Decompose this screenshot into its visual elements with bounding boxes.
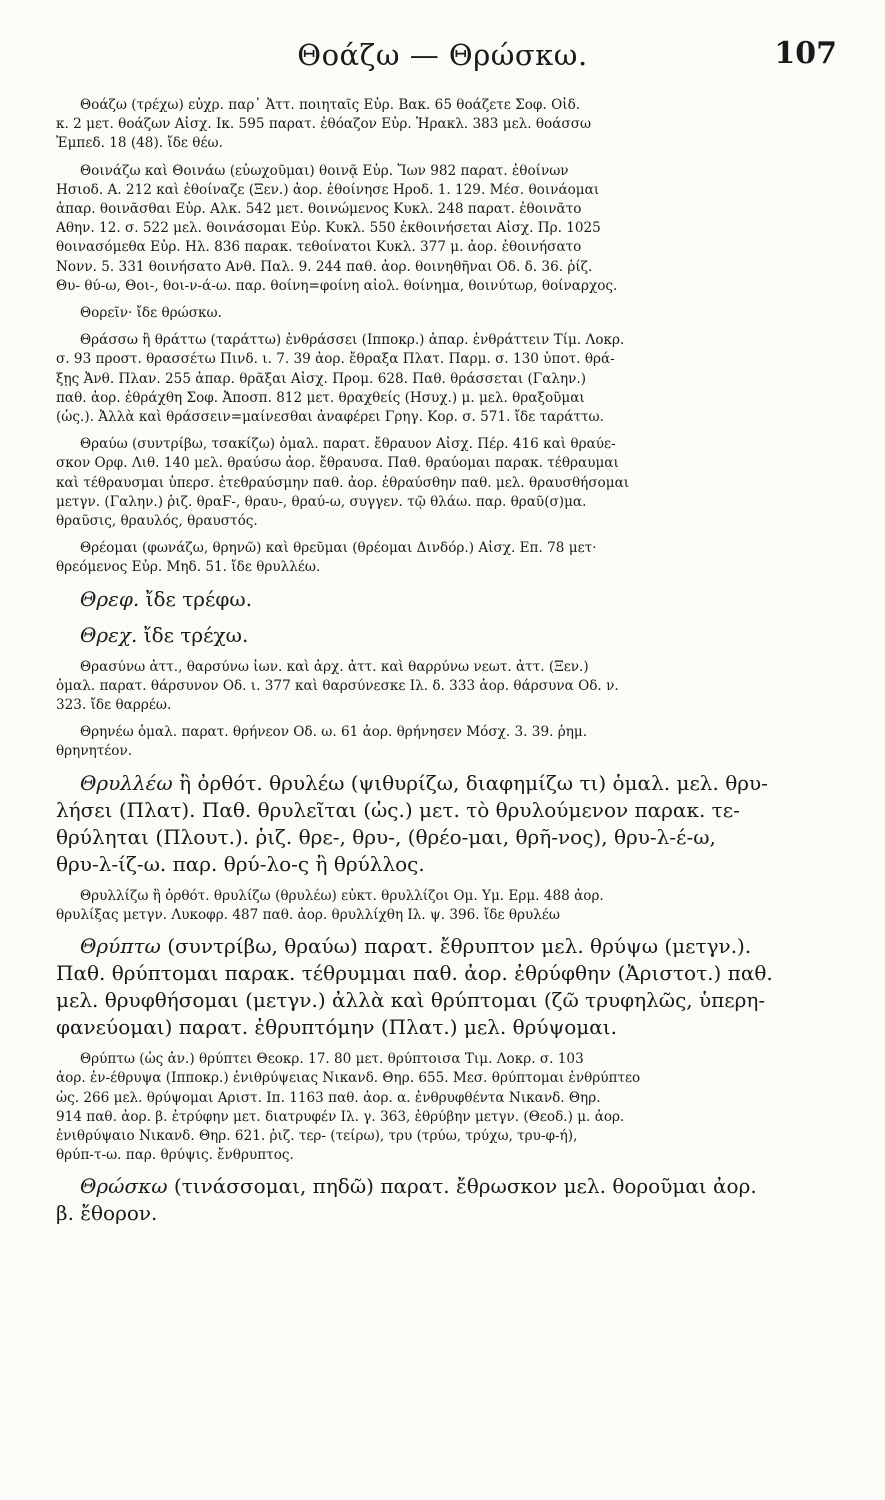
entry-line: Θοινάζω καὶ Θοινάω (εὐωχοῦμαι) θοινᾷ Εὐρ. Ἴων 982 παρατ. ἐθοίνων [80, 162, 569, 179]
dictionary-entry-thorein [56, 304, 874, 323]
dictionary-entry-thoazo [56, 96, 874, 154]
entry-line: λήσει (Πλατ). Παθ. θρυλεῖται (ὡς.) μετ. τὸ θρυλούμενον παρακ. τε- [56, 797, 740, 822]
entry-line: Ἐμπεδ. 18 (48). ἴδε θέω. [56, 135, 223, 152]
dictionary-entry-thrasyno [56, 658, 874, 716]
entry-line: Θρυλλίζω ἢ ὀρθότ. θρυλίζω (θρυλέω) εὐκτ. θρυλλίζοι Ομ. Υμ. Ερμ. 488 ἀορ. [80, 887, 604, 904]
entry-line: Θρύπτω (συντρίβω, θραύω) παρατ. ἔθρυπτον μελ. θρύψω (μετγν.). [80, 934, 752, 959]
entry-line: Θορεῖν· ἴδε θρώσκω. [80, 305, 222, 322]
page-number: 107 [774, 36, 837, 71]
dictionary-entry-threomai [56, 539, 874, 577]
entry-line: Παθ. θρύπτομαι παρακ. τέθρυμμαι παθ. ἀορ. ἐθρύφθην (Ἀριστοτ.) παθ. [56, 961, 773, 986]
entries-column [56, 96, 874, 1236]
entry-line: ὡς. 266 μελ. θρύψομαι Αριστ. Ιπ. 1163 παθ. ἀορ. α. ἐνθρυφθέντα Νικανδ. Θηρ. [56, 1089, 601, 1106]
entry-line: Θρυλλέω ἢ ὀρθότ. θρυλέω (ψιθυρίζω, διαφημίζω τι) ὁμαλ. μελ. θρυ- [80, 770, 768, 795]
entry-line: θραῦσις, θραυλός, θραυστός. [56, 513, 258, 530]
dictionary-entry-threneo [56, 723, 874, 761]
entry-line: ἀπαρ. θοινᾶσθαι Εὐρ. Αλκ. 542 μετ. θοινώμενος Κυκλ. 248 παρατ. ἐθοινᾶτο [56, 201, 582, 218]
entry-line: Θράσσω ἢ θράττω (ταράττω) ἐνθράσσει (Ιπποκρ.) ἀπαρ. ἐνθράττειν Τίμ. Λοκρ. [80, 332, 625, 349]
entry-line: Θρασύνω ἀττ., θαρσύνω ἰων. καὶ ἀρχ. ἀττ. καὶ θαρρύνω νεωτ. ἀττ. (Ξεν.) [80, 658, 589, 675]
entry-line: 914 παθ. ἀορ. β. ἐτρύφην μετ. διατρυφέν Ιλ. γ. 363, ἐθρύβην μετγν. (Θεοδ.) μ. ἀορ. [56, 1108, 625, 1125]
entry-line: Θρεφ. ἴδε τρέφω. [80, 586, 253, 611]
entry-line: Θρεχ. ἴδε τρέχω. [80, 622, 249, 647]
entry-line: (ὡς.). Ἀλλὰ καὶ θράσσειν=μαίνεσθαι ἀναφέρει Γρηγ. Κορ. σ. 571. ἴδε ταράττω. [56, 409, 604, 426]
entry-line: θρύπ-τ-ω. παρ. θρύψις. ἔνθρυπτος. [56, 1147, 294, 1164]
entry-line: Αθην. 12. σ. 522 μελ. θοινάσομαι Εὐρ. Κυκλ. 550 ἐκθοινήσεται Αἰσχ. Πρ. 1025 [56, 220, 601, 237]
entry-line: ὁμαλ. παρατ. θάρσυνον Οδ. ι. 377 καὶ θαρσύνεσκε Ιλ. δ. 333 ἀορ. θάρσυνα Οδ. ν. [56, 677, 619, 694]
entry-line: φανεύομαι) παρατ. ἐθρυπτόμην (Πλατ.) μελ. θρύψομαι. [56, 1015, 618, 1040]
dictionary-entry-thrauo [56, 435, 874, 531]
dictionary-entry-threch [56, 622, 874, 649]
entry-line: Θυ- θύ-ω, Θοι-, θοι-ν-ά-ω. παρ. θοίνη=φοίνη αἰολ. θοίνημα, θοινύτωρ, θοίναρχος. [56, 277, 618, 294]
entry-line: Θρέομαι (φωνάζω, θρηνῶ) καὶ θρεῦμαι (θρέομαι Δινδόρ.) Αἰσχ. Επ. 78 μετ· [80, 540, 597, 557]
entry-line: ἐνιθρύψαιο Νικανδ. Θηρ. 621. ῥιζ. τερ- (τείρω), τρυ (τρύω, τρύχω, τρυ-φ-ή), [56, 1127, 578, 1144]
dictionary-entry-threph [56, 586, 874, 613]
entry-line: Θραύω (συντρίβω, τσακίζω) ὁμαλ. παρατ. ἔθραυον Αἰσχ. Πέρ. 416 καὶ θραύε- [80, 436, 616, 453]
running-head-title: Θοάζω — Θρώσκω. [297, 38, 588, 72]
entry-line: σ. 93 προστ. θρασσέτω Πινδ. ι. 7. 39 ἀορ. ἔθραξα Πλατ. Παρμ. σ. 130 ὑποτ. θρά- [56, 351, 615, 368]
entry-line: σκον Ορφ. Λιθ. 140 μελ. θραύσω ἀορ. ἔθραυσα. Παθ. θραύομαι παρακ. τέθραυμαι [56, 455, 619, 472]
entry-line: μελ. θρυφθήσομαι (μετγν.) ἀλλὰ καὶ θρύπτομαι (ζῶ τρυφηλῶς, ὑπερη- [56, 988, 766, 1013]
entry-line: καὶ τέθραυσμαι ὑπερσ. ἐτεθραύσμην παθ. ἀορ. ἐθραύσθην παθ. μελ. θραυσθήσομαι [56, 474, 630, 491]
entry-line: θοινασόμεθα Εὐρ. Ηλ. 836 παρακ. τεθοίνατοι Κυκλ. 377 μ. ἀορ. ἐθοινήσατο [56, 239, 582, 256]
headword: Θρώσκω [80, 1174, 168, 1199]
entry-line: κ. 2 μετ. θοάζων Αἰσχ. Ικ. 595 παρατ. ἐθόαζον Εὐρ. Ἡρακλ. 383 μελ. θοάσσω [56, 116, 592, 133]
headword: Θρεχ. [80, 622, 138, 647]
entry-line: Θοάζω (τρέχω) εὐχρ. παρ᾽ Ἀττ. ποιηταῖς Εὐρ. Βακ. 65 θοάζετε Σοφ. Οἰδ. [80, 97, 581, 113]
entry-line: Νονν. 5. 331 θοινήσατο Ανθ. Παλ. 9. 244 παθ. ἀορ. θοινηθῆναι Οδ. δ. 36. ῥίζ. [56, 258, 593, 275]
entry-line: θρεόμενος Εὐρ. Μηδ. 51. ἴδε θρυλλέω. [56, 559, 321, 576]
entry-line: θρυλίξας μετγν. Λυκοφρ. 487 παθ. ἀορ. θρυλλίχθη Ιλ. ψ. 396. ἴδε θρυλέω [56, 906, 560, 923]
headword: Θρεφ. [80, 586, 140, 611]
entry-line: μετγν. (Γαλην.) ῥιζ. θραϜ-, θραυ-, θραύ-ω, συγγεν. τῷ θλάω. παρ. θραῦ(σ)μα. [56, 493, 587, 510]
headword: Θρυλλέω [80, 770, 173, 795]
entry-line: Θρώσκω (τινάσσομαι, πηδῶ) παρατ. ἔθρωσκον μελ. θοροῦμαι ἀορ. [80, 1174, 757, 1199]
entry-line: παθ. ἀορ. ἐθράχθη Σοφ. Ἀποσπ. 812 μετ. θραχθείς (Ησυχ.) μ. μελ. θραξοῦμαι [56, 389, 585, 406]
dictionary-entry-thrasso [56, 331, 874, 427]
headword: Θρύπτω [80, 934, 161, 959]
entry-line: θρηνητέον. [56, 743, 133, 760]
entry-line: ξῃς Ἀνθ. Πλαν. 255 ἀπαρ. θρᾶξαι Αἰσχ. Προμ. 628. Παθ. θράσσεται (Γαλην.) [56, 370, 587, 387]
entry-line: Θρύπτω (ὡς ἀν.) θρύπτει Θεοκρ. 17. 80 μετ. θρύπτοισα Τιμ. Λοκρ. σ. 103 [80, 1051, 584, 1068]
dictionary-entry-thryllizo [56, 887, 874, 925]
entry-line: θρυ-λ-ίζ-ω. παρ. θρύ-λο-ς ἢ θρύλλος. [56, 851, 425, 876]
entry-line: β. ἔθορον. [56, 1201, 158, 1226]
entry-line: θρύληται (Πλουτ.). ῥιζ. θρε-, θρυ-, (θρέο-μαι, θρῆ-νος), θρυ-λ-έ-ω, [56, 824, 716, 849]
dictionary-entry-thrylleo [56, 770, 874, 878]
dictionary-entry-thoinazo [56, 162, 874, 296]
dictionary-entry-thrypto_detail [56, 1050, 874, 1165]
entry-line: Ησιοδ. Α. 212 καὶ ἐθοίναζε (Ξεν.) ἀορ. ἐθοίνησε Ηροδ. 1. 129. Μέσ. θοινάομαι [56, 181, 600, 198]
entry-line: 323. ἴδε θαρρέω. [56, 697, 172, 714]
entry-line: ἀορ. ἐν-έθρυψα (Ιπποκρ.) ἐνιθρύψειας Νικανδ. Θηρ. 655. Μεσ. θρύπτομαι ἐνθρύπτεο [56, 1070, 641, 1087]
dictionary-entry-throsko [56, 1173, 874, 1227]
entry-line: Θρηνέω ὁμαλ. παρατ. θρήνεον Οδ. ω. 61 ἀορ. θρήνησεν Μόσχ. 3. 39. ῥημ. [80, 724, 588, 741]
dictionary-entry-thrypto_main [56, 933, 874, 1041]
